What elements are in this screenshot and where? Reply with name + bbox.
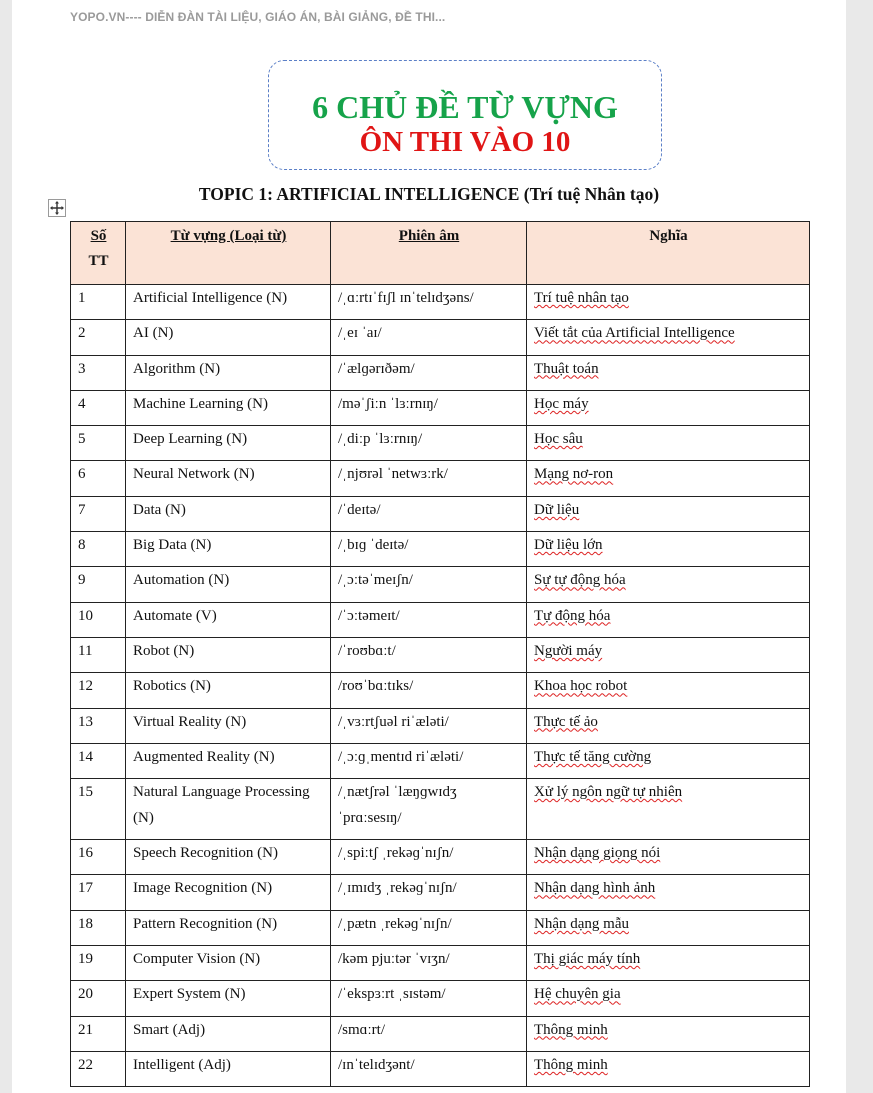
cell-word[interactable] <box>126 840 331 875</box>
cell-phonetic-text: /ˈekspɜːrt ˌsɪstəm/ <box>338 986 446 1003</box>
cell-number[interactable] <box>71 390 126 425</box>
cell-number[interactable] <box>71 779 126 840</box>
cell-number-text: 18 <box>78 915 93 932</box>
cell-phonetic-text: /ˌɪmɪdʒ ˌrekəɡˈnɪʃn/ <box>338 880 457 897</box>
cell-word-text: Virtual Reality (N) <box>133 713 247 730</box>
cell-number[interactable] <box>71 743 126 778</box>
cell-word[interactable] <box>126 875 331 910</box>
cell-number-text: 1 <box>78 290 86 306</box>
cell-phonetic-text: /roʊˈbɑːtɪks/ <box>338 678 414 695</box>
cell-meaning[interactable] <box>527 779 810 840</box>
table-row <box>71 708 810 743</box>
cell-meaning[interactable] <box>527 910 810 945</box>
cell-word[interactable] <box>126 390 331 425</box>
cell-word-text: Natural Language Processing (N) <box>133 784 310 827</box>
table-row <box>71 875 810 910</box>
table-row <box>71 426 810 461</box>
cell-number[interactable] <box>71 1051 126 1086</box>
cell-word-text: Deep Learning (N) <box>133 431 248 448</box>
cell-phonetic[interactable] <box>331 602 527 637</box>
cell-meaning-text: Viết tắt của Artificial Intelligence <box>534 325 735 342</box>
table-move-handle-icon[interactable] <box>48 199 66 217</box>
cell-number-text: 22 <box>78 1056 93 1073</box>
cell-phonetic-text: /ˌeɪ ˈaɪ/ <box>338 325 382 342</box>
cell-meaning-text: Khoa học robot <box>534 678 628 695</box>
cell-word[interactable] <box>126 1051 331 1086</box>
cell-word-text: Automation (N) <box>133 572 230 589</box>
cell-word-text: Augmented Reality (N) <box>133 748 275 765</box>
cell-phonetic-text: /smɑːrt/ <box>338 1021 386 1038</box>
cell-word[interactable] <box>126 779 331 840</box>
cell-meaning-text: Sự tự động hóa <box>534 572 626 589</box>
cell-phonetic[interactable] <box>331 708 527 743</box>
cell-word-text: Speech Recognition (N) <box>133 845 278 862</box>
cell-word[interactable] <box>126 320 331 355</box>
cell-number-text: 7 <box>78 501 86 518</box>
cell-meaning-text: Mạng nơ-ron <box>534 466 614 483</box>
cell-phonetic-text: /ˌnætʃrəl ˈlæŋɡwɪdʒ ˈprɑːsesɪŋ/ <box>338 784 457 827</box>
cell-number-text: 19 <box>78 951 93 968</box>
cell-number-text: 21 <box>78 1021 93 1038</box>
cell-number[interactable] <box>71 567 126 602</box>
table-row <box>71 320 810 355</box>
table-row <box>71 532 810 567</box>
cell-number[interactable] <box>71 532 126 567</box>
title-box <box>268 60 662 170</box>
cell-number[interactable] <box>71 946 126 981</box>
cell-number-text: 15 <box>78 784 93 801</box>
cell-phonetic-text: /ˌɔːɡˌmentɪd riˈæləti/ <box>338 748 464 765</box>
workspace-background <box>846 0 873 1093</box>
cell-word[interactable] <box>126 285 331 320</box>
cell-word-text: Automate (V) <box>133 607 217 624</box>
cell-phonetic[interactable] <box>331 496 527 531</box>
cell-word-text: Artificial Intelligence (N) <box>133 290 288 306</box>
cell-number[interactable] <box>71 426 126 461</box>
cell-meaning-text: Học máy <box>534 395 589 412</box>
cell-word-text: Robotics (N) <box>133 678 211 695</box>
cell-phonetic-text: /ˌspiːtʃ ˌrekəɡˈnɪʃn/ <box>338 845 454 862</box>
cell-number[interactable] <box>71 602 126 637</box>
cell-number-text: 16 <box>78 845 93 862</box>
cell-meaning[interactable] <box>527 320 810 355</box>
header-number <box>71 222 126 285</box>
cell-phonetic[interactable] <box>331 743 527 778</box>
table-row <box>71 461 810 496</box>
cell-phonetic[interactable] <box>331 981 527 1016</box>
cell-word[interactable] <box>126 1016 331 1051</box>
cell-phonetic-text: /ˈælɡərɪðəm/ <box>338 360 415 377</box>
cell-phonetic[interactable] <box>331 637 527 672</box>
cell-word[interactable] <box>126 461 331 496</box>
cell-number[interactable] <box>71 981 126 1016</box>
cell-number-text: 2 <box>78 325 86 342</box>
cell-phonetic[interactable] <box>331 673 527 708</box>
cell-meaning[interactable] <box>527 461 810 496</box>
table-row <box>71 840 810 875</box>
table-row <box>71 567 810 602</box>
page-header-text: YOPO.VN---- DIỄN ĐÀN TÀI LIỆU, GIÁO ÁN, BÀI GIẢNG, ĐỀ THI... <box>70 10 446 24</box>
cell-word[interactable] <box>126 708 331 743</box>
cell-phonetic[interactable] <box>331 285 527 320</box>
table-row <box>71 910 810 945</box>
cell-meaning[interactable] <box>527 1016 810 1051</box>
cell-phonetic[interactable] <box>331 946 527 981</box>
cell-word-text: Expert System (N) <box>133 986 246 1003</box>
cell-phonetic-text: /ˌɔːtəˈmeɪʃn/ <box>338 572 413 589</box>
cell-phonetic[interactable] <box>331 910 527 945</box>
cell-number[interactable] <box>71 708 126 743</box>
cell-word[interactable] <box>126 426 331 461</box>
cell-phonetic-text: /məˈʃiːn ˈlɜːrnɪŋ/ <box>338 395 438 412</box>
cell-meaning-text: Hệ chuyên gia <box>534 986 621 1003</box>
vocabulary-table <box>70 221 810 1087</box>
cell-meaning-text: Tự động hóa <box>534 607 611 624</box>
cell-meaning[interactable] <box>527 496 810 531</box>
table-row <box>71 743 810 778</box>
cell-meaning[interactable] <box>527 426 810 461</box>
table-row <box>71 496 810 531</box>
cell-meaning-text: Thị giác máy tính <box>534 951 641 968</box>
cell-number[interactable] <box>71 496 126 531</box>
cell-meaning[interactable] <box>527 708 810 743</box>
cell-word-text: Image Recognition (N) <box>133 880 273 897</box>
cell-meaning-text: Thông minh <box>534 1056 608 1073</box>
cell-number-text: 13 <box>78 713 93 730</box>
cell-number-text: 8 <box>78 537 86 554</box>
cell-word[interactable] <box>126 981 331 1016</box>
table-row <box>71 673 810 708</box>
title-line-2: ÔN THI VÀO 10 <box>359 126 571 158</box>
cell-meaning-text: Thuật toán <box>534 360 599 377</box>
cell-word-text: Smart (Adj) <box>133 1021 206 1038</box>
topic-heading: TOPIC 1: ARTIFICIAL INTELLIGENCE (Trí tuệ Nhân tạo) <box>198 184 660 204</box>
cell-number-text: 20 <box>78 986 93 1003</box>
cell-meaning-text: Dữ liệu <box>534 501 580 518</box>
cell-number-text: 14 <box>78 748 93 765</box>
cell-phonetic-text: /kəm pjuːtər ˈvɪʒn/ <box>338 951 450 968</box>
cell-word[interactable] <box>126 743 331 778</box>
cell-word-text: Computer Vision (N) <box>133 951 261 968</box>
cell-word-text: Data (N) <box>133 501 186 518</box>
cell-meaning-text: Thực tế tăng cường <box>534 748 652 765</box>
cell-number[interactable] <box>71 1016 126 1051</box>
cell-phonetic[interactable] <box>331 355 527 390</box>
cell-word[interactable] <box>126 673 331 708</box>
cell-number-text: 12 <box>78 678 93 695</box>
cell-phonetic-text: /ˌdiːp ˈlɜːrnɪŋ/ <box>338 431 423 448</box>
cell-phonetic[interactable] <box>331 1051 527 1086</box>
table-body <box>71 285 810 1087</box>
cell-phonetic-text: /ɪnˈtelɪdʒənt/ <box>338 1056 415 1073</box>
table-row <box>71 390 810 425</box>
header-phonetic: Phiên âm <box>331 222 527 285</box>
cell-phonetic[interactable] <box>331 875 527 910</box>
cell-phonetic[interactable] <box>331 840 527 875</box>
cell-phonetic-text: /ˌvɜːrtʃuəl riˈæləti/ <box>338 713 449 730</box>
cell-meaning[interactable] <box>527 840 810 875</box>
cell-meaning[interactable] <box>527 946 810 981</box>
cell-phonetic-text: /ˈɔːtəmeɪt/ <box>338 607 400 624</box>
table-row <box>71 1016 810 1051</box>
cell-word-text: AI (N) <box>133 325 174 342</box>
cell-number[interactable] <box>71 637 126 672</box>
cell-meaning-text: Nhận dạng giọng nói <box>534 845 661 862</box>
cell-word[interactable] <box>126 567 331 602</box>
cell-phonetic-text: /ˌɑːrtɪˈfɪʃl ɪnˈtelɪdʒəns/ <box>338 290 474 306</box>
cell-meaning-text: Nhận dạng mẫu <box>534 915 629 932</box>
table-row <box>71 1051 810 1086</box>
cell-meaning[interactable] <box>527 981 810 1016</box>
table-row <box>71 981 810 1016</box>
cell-meaning-text: Người máy <box>534 642 603 659</box>
cell-meaning[interactable] <box>527 355 810 390</box>
cell-word-text: Intelligent (Adj) <box>133 1056 231 1073</box>
cell-meaning[interactable] <box>527 602 810 637</box>
table-row <box>71 285 810 320</box>
cell-meaning[interactable] <box>527 390 810 425</box>
cell-phonetic[interactable] <box>331 426 527 461</box>
cell-phonetic[interactable] <box>331 567 527 602</box>
cell-meaning[interactable] <box>527 743 810 778</box>
cell-phonetic-text: /ˈroʊbɑːt/ <box>338 642 396 659</box>
cell-number-text: 11 <box>78 642 93 659</box>
cell-phonetic[interactable] <box>331 390 527 425</box>
cell-meaning-text: Thực tế ảo <box>534 713 598 730</box>
cell-meaning[interactable] <box>527 567 810 602</box>
cell-word[interactable] <box>126 637 331 672</box>
cell-meaning-text: Thông minh <box>534 1021 608 1038</box>
cell-word-text: Pattern Recognition (N) <box>133 915 278 932</box>
cell-number[interactable] <box>71 355 126 390</box>
cell-meaning-text: Học sâu <box>534 431 583 448</box>
cell-phonetic-text: /ˈdeɪtə/ <box>338 501 381 518</box>
cell-number[interactable] <box>71 840 126 875</box>
cell-phonetic[interactable] <box>331 320 527 355</box>
cell-word[interactable] <box>126 946 331 981</box>
cell-phonetic-text: /ˌpætn ˌrekəɡˈnɪʃn/ <box>338 915 452 932</box>
cell-meaning[interactable] <box>527 532 810 567</box>
cell-number[interactable] <box>71 673 126 708</box>
cell-word-text: Algorithm (N) <box>133 360 221 377</box>
cell-word-text: Big Data (N) <box>133 537 212 554</box>
cell-word[interactable] <box>126 602 331 637</box>
cell-number[interactable] <box>71 461 126 496</box>
header-number-line1: Số <box>90 228 107 244</box>
cell-number-text: 17 <box>78 880 93 897</box>
cell-word-text: Robot (N) <box>133 642 195 659</box>
cell-number-text: 3 <box>78 360 86 377</box>
header-meaning: Nghĩa <box>527 222 810 285</box>
table-row <box>71 602 810 637</box>
title-line-1: 6 CHỦ ĐỀ TỪ VỰNG <box>312 89 618 125</box>
table-row <box>71 779 810 840</box>
table-row <box>71 946 810 981</box>
cell-phonetic[interactable] <box>331 461 527 496</box>
cell-word-text: Machine Learning (N) <box>133 395 268 412</box>
cell-meaning[interactable] <box>527 285 810 320</box>
cell-word[interactable] <box>126 910 331 945</box>
cell-word[interactable] <box>126 532 331 567</box>
cell-number-text: 9 <box>78 572 86 589</box>
cell-number-text: 4 <box>78 395 86 412</box>
cell-word[interactable] <box>126 496 331 531</box>
header-word: Từ vựng (Loại từ) <box>126 222 331 285</box>
cell-meaning[interactable] <box>527 1051 810 1086</box>
cell-number-text: 10 <box>78 607 93 624</box>
cell-number-text: 6 <box>78 466 86 483</box>
cell-number-text: 5 <box>78 431 86 448</box>
header-number-line2: TT <box>88 253 109 269</box>
cell-number[interactable] <box>71 320 126 355</box>
cell-meaning[interactable] <box>527 875 810 910</box>
cell-meaning-text: Xử lý ngôn ngữ tự nhiên <box>534 784 683 801</box>
cell-phonetic[interactable] <box>331 1016 527 1051</box>
table-header-row <box>71 222 810 285</box>
cell-meaning[interactable] <box>527 673 810 708</box>
cell-number[interactable] <box>71 875 126 910</box>
cell-phonetic[interactable] <box>331 779 527 840</box>
cell-number[interactable] <box>71 910 126 945</box>
cell-number[interactable] <box>71 285 126 320</box>
cell-phonetic-text: /ˌbɪɡ ˈdeɪtə/ <box>338 537 409 554</box>
cell-meaning-text: Dữ liệu lớn <box>534 537 603 554</box>
document-page <box>12 0 847 1093</box>
cell-word-text: Neural Network (N) <box>133 466 255 483</box>
table-row <box>71 637 810 672</box>
cell-meaning-text: Nhận dạng hình ảnh <box>534 880 656 897</box>
cell-phonetic-text: /ˌnjʊrəl ˈnetwɜːrk/ <box>338 466 448 483</box>
cell-meaning[interactable] <box>527 637 810 672</box>
cell-meaning-text: Trí tuệ nhân tạo <box>534 290 629 306</box>
cell-word[interactable] <box>126 355 331 390</box>
table-row <box>71 355 810 390</box>
cell-phonetic[interactable] <box>331 532 527 567</box>
